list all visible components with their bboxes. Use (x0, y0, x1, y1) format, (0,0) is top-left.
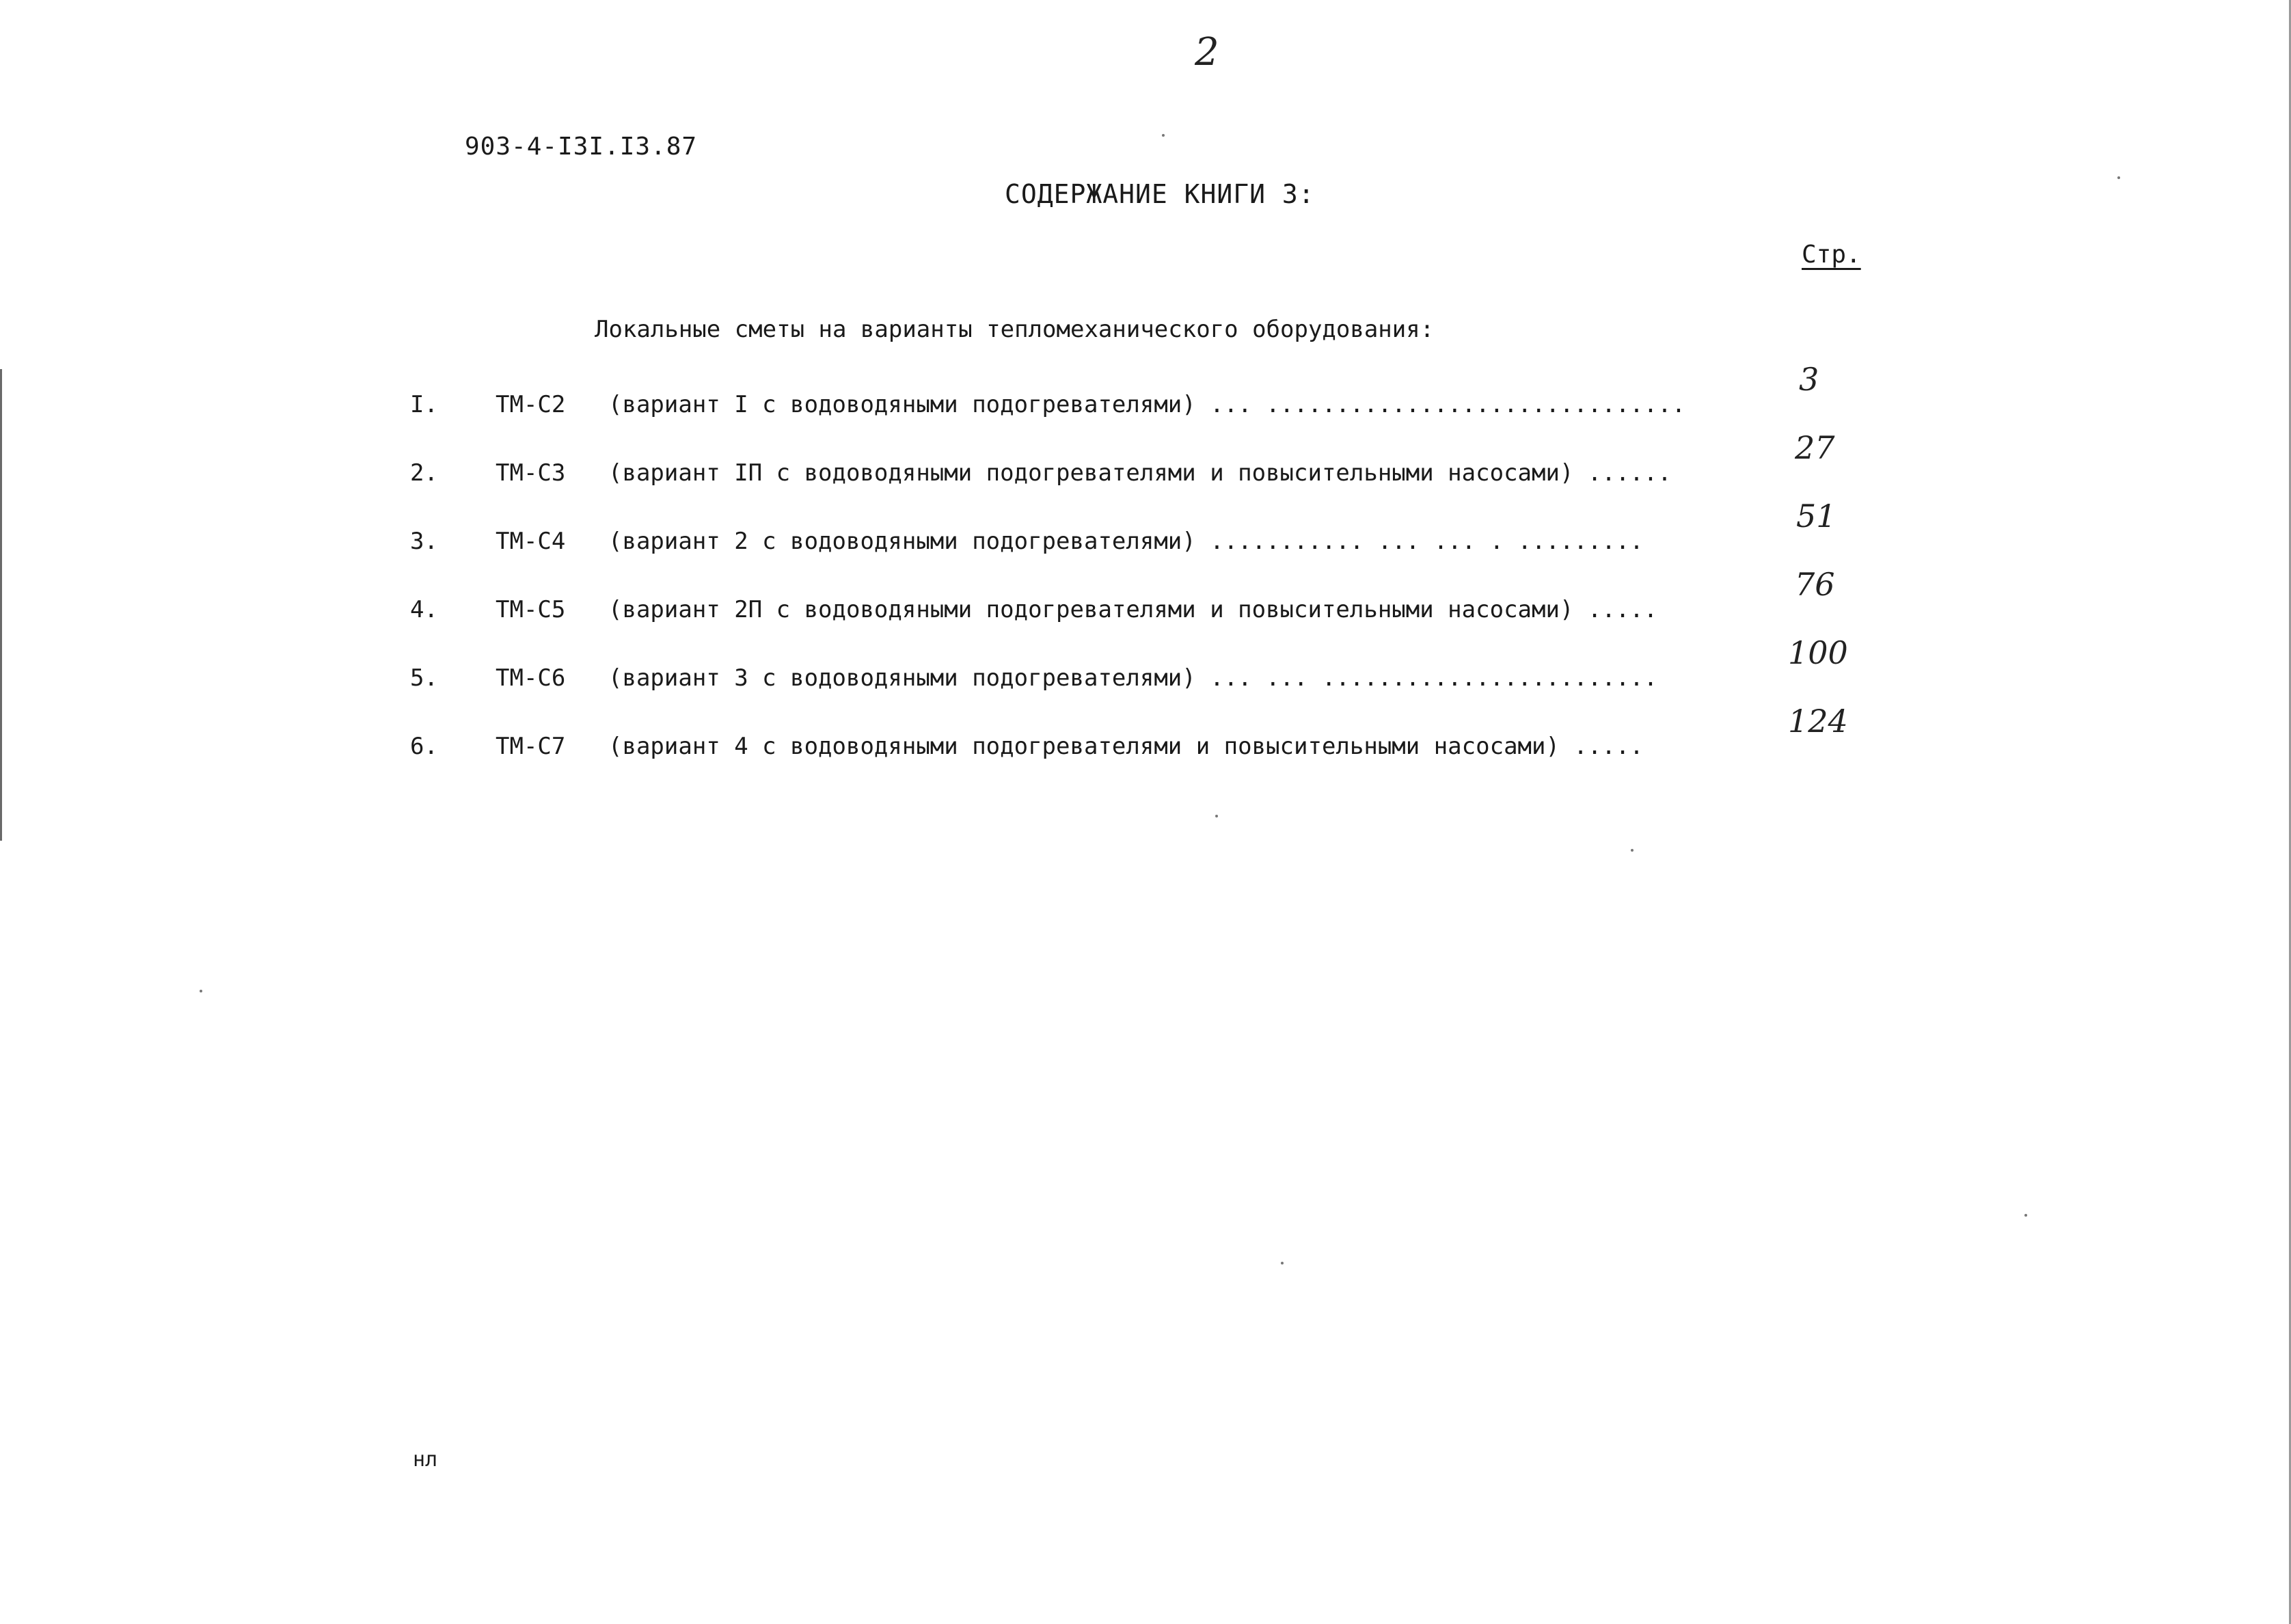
entry-description: (вариант 2П с водоводяными подогревателями и повысительными насосами) ..... (608, 596, 1658, 623)
entry-number: 6. (410, 733, 438, 760)
toc-entry (410, 664, 1709, 705)
page-column-header: Стр. (1802, 241, 1861, 269)
entry-page: 51 (1796, 498, 1836, 534)
entry-code: ТМ-С5 (496, 596, 566, 623)
toc-entry (410, 733, 1709, 774)
entry-number: 4. (410, 596, 438, 623)
entry-code: ТМ-С4 (496, 528, 566, 555)
scan-speck (1281, 1262, 1284, 1264)
document-code: 903-4-I3I.I3.87 (465, 133, 698, 161)
scan-speck (1162, 134, 1165, 137)
entry-description: (вариант 3 с водоводяными подогревателями) ... ... ........................ (608, 664, 1658, 692)
entry-page: 100 (1788, 634, 1848, 671)
entry-code: ТМ-С6 (496, 664, 566, 692)
entry-page: 76 (1795, 566, 1835, 603)
footer-mark: нл (413, 1448, 438, 1472)
scan-speck (200, 990, 202, 992)
toc-entry (410, 459, 1709, 500)
entry-page: 27 (1795, 429, 1835, 466)
scan-speck (1631, 849, 1633, 852)
scan-speck (1215, 815, 1218, 817)
entry-code: ТМ-С3 (496, 459, 566, 487)
page-number: 2 (1195, 30, 1219, 75)
scan-speck (2117, 176, 2120, 179)
entry-number: 5. (410, 664, 438, 692)
entry-number: 2. (410, 459, 438, 487)
section-heading: Локальные сметы на варианты тепломеханического оборудования: (595, 316, 1435, 343)
toc-entry (410, 596, 1709, 637)
entry-page: 3 (1799, 361, 1819, 398)
entry-description: (вариант 4 с водоводяными подогревателями и повысительными насосами) ..... (608, 733, 1644, 760)
toc-entry (410, 391, 1709, 432)
contents-title: СОДЕРЖАНИЕ КНИГИ 3: (1005, 179, 1315, 209)
entry-description: (вариант IП с водоводяными подогревателями и повысительными насосами) ...... (608, 459, 1672, 487)
entry-number: 3. (410, 528, 438, 555)
entry-code: ТМ-С2 (496, 391, 566, 418)
scan-speck (2024, 1214, 2027, 1217)
toc-entry (410, 528, 1709, 569)
entry-description: (вариант 2 с водоводяными подогревателями) ........... ... ... . ......... (608, 528, 1644, 555)
scan-edge-left (0, 369, 2, 841)
entry-number: I. (410, 391, 438, 418)
entry-page: 124 (1788, 703, 1848, 740)
entry-description: (вариант I с водоводяными подогревателями) ... .............................. (608, 391, 1686, 418)
entry-code: ТМ-С7 (496, 733, 566, 760)
